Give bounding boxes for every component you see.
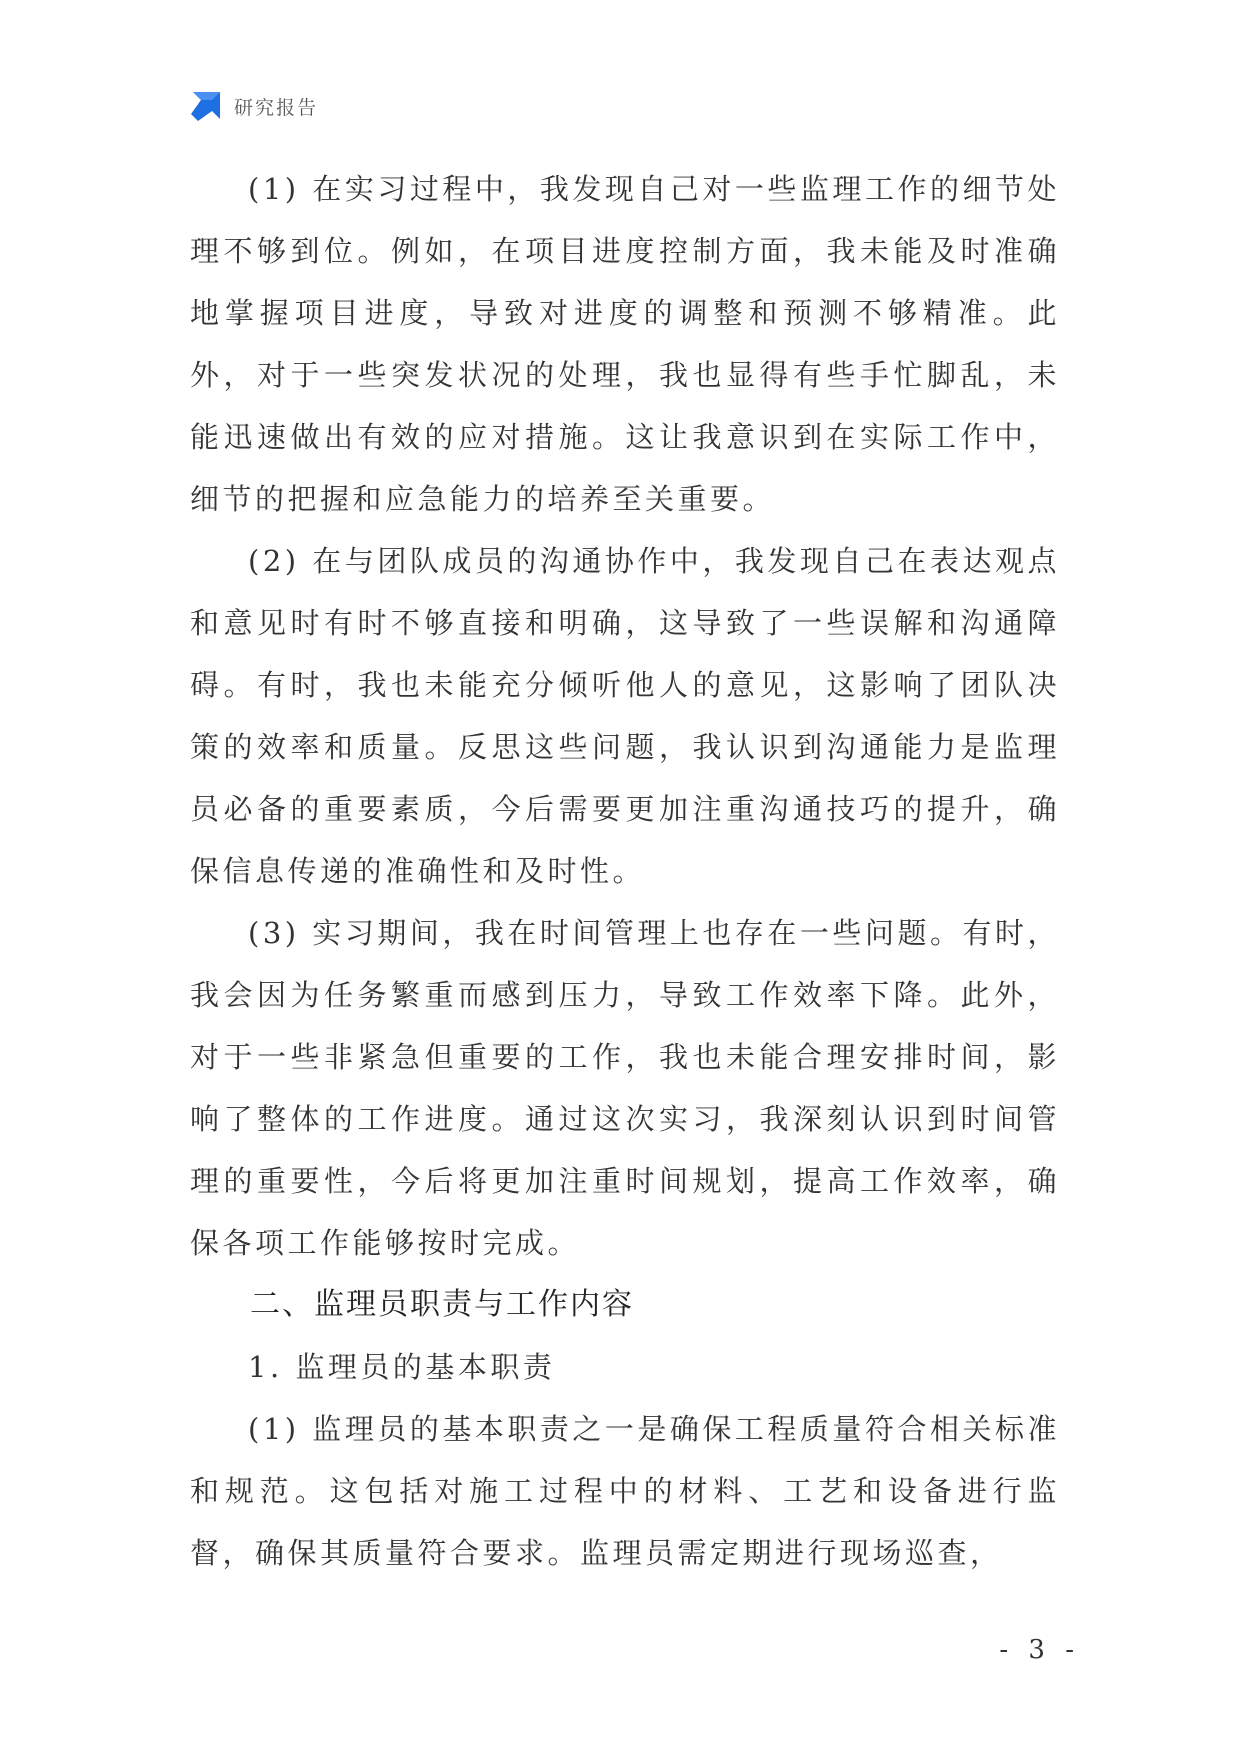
paragraph-1: (1) 在实习过程中，我发现自己对一些监理工作的细节处理不够到位。例如，在项目进度控制方面，我未能及时准确地掌握项目进度，导致对进度的调整和预测不够精准。此外，对于一些突发状况的处理，我也显得有些手忙脚乱，未能迅速做出有效的应对措施。这让我意识到在实际工作中，细节的把握和应急能力的培养至关重要。 [190,172,1060,516]
paragraph-3: (3) 实习期间，我在时间管理上也存在一些问题。有时，我会因为任务繁重而感到压力，导致工作效率下降。此外，对于一些非紧急但重要的工作，我也未能合理安排时间，影响了整体的工作进度。通过这次实习，我深刻认识到时间管理的重要性，今后将更加注重时间规划，提高工作效率，确保各项工作能够按时完成。 [190,916,1060,1260]
section-heading: 二、监理员职责与工作内容 [250,1287,634,1322]
paragraph-2: (2) 在与团队成员的沟通协作中，我发现自己在表达观点和意见时有时不够直接和明确，这导致了一些误解和沟通障碍。有时，我也未能充分倾听他人的意见，这影响了团队决策的效率和质量。反思这些问题，我认识到沟通能力是监理员必备的重要素质，今后需要更加注重沟通技巧的提升，确保信息传递的准确性和及时性。 [190,544,1060,888]
page-number: - 3 - [999,1635,1080,1665]
arrow-up-right-icon [190,90,222,122]
page-header [190,88,318,124]
header-title: 研究报告 [234,96,319,119]
paragraph-4: (1) 监理员的基本职责之一是确保工程质量符合相关标准和规范。这包括对施工过程中的材料、工艺和设备进行监督，确保其质量符合要求。监理员需定期进行现场巡查， [190,1412,1060,1570]
subsection-heading: 1. 监理员的基本职责 [248,1350,556,1384]
document-body [190,158,1060,1584]
